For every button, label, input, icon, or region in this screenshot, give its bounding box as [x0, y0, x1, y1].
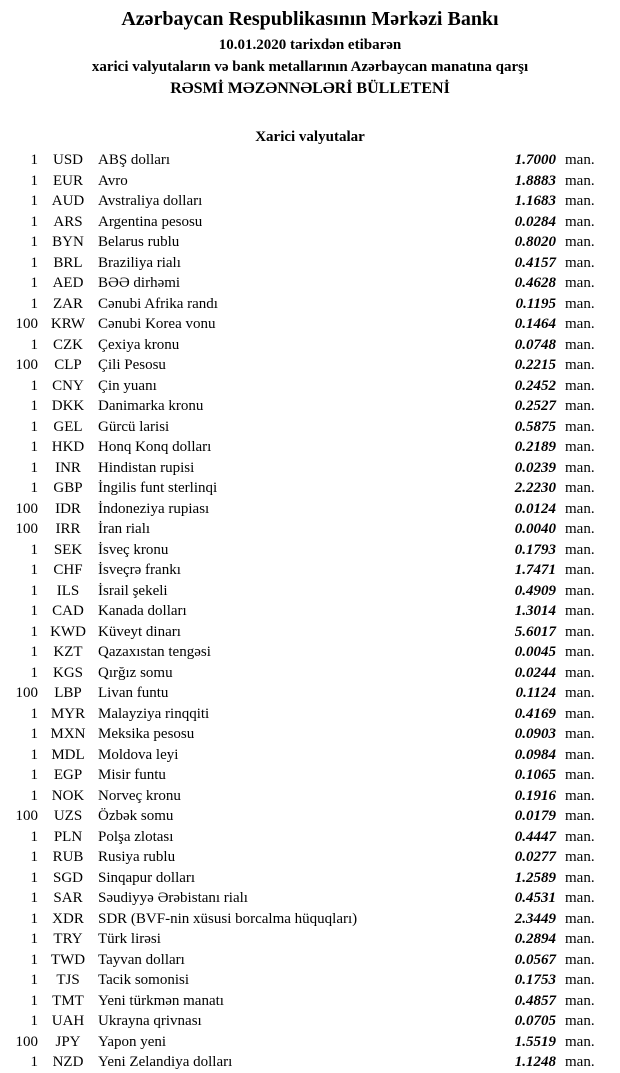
rate-value-cell: 1.7471 — [514, 562, 556, 578]
currency-name-cell: Qırğız somu — [98, 664, 173, 681]
rate-value-cell: 0.4447 — [514, 828, 556, 845]
table-row — [0, 683, 620, 704]
rate-value-cell: 0.0040 — [514, 521, 556, 537]
unit-cell: man. — [565, 910, 595, 927]
currency-name-cell: Çili Pesosu — [98, 357, 166, 373]
unit-cell: man. — [565, 808, 595, 824]
quantity-cell: 1 — [30, 439, 38, 455]
currency-code-cell: USD — [52, 152, 83, 168]
currency-name-cell: Yapon yeni — [98, 1033, 167, 1050]
section-title-foreign-currencies: Xarici valyutalar — [255, 129, 365, 145]
currency-name-cell: Özbək somu — [98, 808, 174, 824]
rate-value-cell: 0.0239 — [514, 459, 556, 476]
unit-cell: man. — [565, 644, 595, 660]
currency-name-cell: Yeni türkmən manatı — [98, 992, 224, 1009]
table-row — [0, 950, 620, 971]
table-row — [0, 478, 620, 499]
table-row — [0, 827, 620, 848]
currency-name-cell: İsrail şekeli — [98, 582, 168, 599]
currency-name-cell: Kanada dolları — [98, 603, 187, 619]
rate-value-cell: 0.2215 — [514, 357, 556, 373]
unit-cell: man. — [565, 213, 595, 230]
currency-code-cell: SEK — [53, 541, 83, 558]
currency-name-cell: Argentina pesosu — [98, 213, 203, 230]
currency-code-cell: GEL — [53, 418, 83, 435]
unit-cell: man. — [565, 746, 595, 763]
table-row — [0, 150, 620, 171]
currency-name-cell: Belarus rublu — [98, 234, 180, 250]
quantity-cell: 1 — [30, 213, 38, 230]
unit-cell: man. — [565, 869, 595, 886]
quantity-cell: 1 — [30, 767, 38, 783]
currency-code-cell: TWD — [50, 951, 86, 968]
currency-code-cell: TRY — [53, 931, 83, 947]
unit-cell: man. — [565, 254, 595, 271]
unit-cell: man. — [565, 972, 595, 988]
table-row — [0, 253, 620, 274]
quantity-cell: 1 — [30, 254, 38, 271]
unit-cell: man. — [565, 500, 595, 517]
rate-value-cell: 0.1793 — [514, 541, 556, 558]
table-row — [0, 745, 620, 766]
unit-cell: man. — [565, 439, 595, 455]
unit-cell: man. — [565, 541, 595, 558]
table-row — [0, 314, 620, 335]
currency-name-cell: Cənubi Afrika randı — [98, 295, 218, 312]
quantity-cell: 1 — [30, 869, 38, 886]
quantity-cell: 100 — [15, 521, 38, 537]
table-row — [0, 417, 620, 438]
unit-cell: man. — [565, 931, 595, 947]
unit-cell: man. — [565, 480, 595, 496]
table-row — [0, 519, 620, 540]
unit-cell: man. — [565, 459, 595, 476]
currency-code-cell: DKK — [51, 398, 85, 414]
quantity-cell: 1 — [30, 582, 38, 599]
currency-code-cell: GBP — [53, 480, 83, 496]
quantity-cell: 1 — [30, 480, 38, 496]
quantity-cell: 1 — [30, 726, 38, 742]
currency-code-cell: KGS — [52, 664, 83, 681]
currency-name-cell: Küveyt dinarı — [98, 623, 181, 640]
rate-value-cell: 0.0705 — [514, 1013, 556, 1029]
unit-cell: man. — [565, 418, 595, 435]
currency-code-cell: AUD — [51, 193, 85, 209]
currency-code-cell: SGD — [52, 869, 83, 886]
rate-value-cell: 0.0903 — [514, 726, 556, 742]
quantity-cell: 100 — [15, 1033, 38, 1050]
currency-code-cell: SAR — [53, 890, 83, 906]
unit-cell: man. — [565, 1033, 595, 1050]
currency-name-cell: Moldova leyi — [98, 746, 179, 763]
table-row — [0, 499, 620, 520]
currency-code-cell: LBP — [54, 685, 82, 701]
currency-name-cell: Hindistan rupisi — [98, 459, 195, 476]
unit-cell: man. — [565, 787, 595, 804]
currency-code-cell: MXN — [50, 726, 86, 742]
table-row — [0, 581, 620, 602]
quantity-cell: 1 — [30, 1054, 38, 1070]
unit-cell: man. — [565, 1054, 595, 1070]
currency-code-cell: EUR — [53, 172, 83, 189]
table-row — [0, 704, 620, 725]
table-row — [0, 1052, 620, 1073]
currency-code-cell: PLN — [53, 828, 83, 845]
unit-cell: man. — [565, 849, 595, 865]
currency-name-cell: Səudiyyə Ərəbistanı rialı — [98, 890, 248, 906]
table-row — [0, 458, 620, 479]
rate-value-cell: 0.5875 — [514, 418, 556, 435]
rate-value-cell: 0.8020 — [514, 234, 556, 250]
table-row — [0, 786, 620, 807]
rate-value-cell: 0.0045 — [514, 644, 556, 660]
table-row — [0, 663, 620, 684]
quantity-cell: 1 — [30, 972, 38, 988]
rate-value-cell: 0.0567 — [514, 951, 556, 968]
currency-code-cell: MYR — [50, 705, 86, 722]
currency-name-cell: Rusiya rublu — [98, 849, 176, 865]
rate-value-cell: 0.0284 — [514, 213, 556, 230]
table-row — [0, 396, 620, 417]
table-row — [0, 294, 620, 315]
currency-code-cell: HKD — [51, 439, 85, 455]
currency-code-cell: MDL — [51, 746, 85, 763]
rate-value-cell: 1.8883 — [514, 172, 556, 189]
currency-name-cell: Qazaxıstan tengəsi — [98, 644, 211, 660]
unit-cell: man. — [565, 398, 595, 414]
quantity-cell: 1 — [30, 787, 38, 804]
table-row — [0, 212, 620, 233]
currency-name-cell: Honq Konq dolları — [98, 439, 212, 455]
unit-cell: man. — [565, 582, 595, 599]
currency-name-cell: İsveçrə frankı — [98, 562, 181, 578]
rate-value-cell: 1.5519 — [514, 1033, 556, 1050]
table-row — [0, 765, 620, 786]
quantity-cell: 100 — [15, 685, 38, 701]
quantity-cell: 1 — [30, 910, 38, 927]
table-row — [0, 232, 620, 253]
unit-cell: man. — [565, 152, 595, 168]
unit-cell: man. — [565, 951, 595, 968]
rate-value-cell: 2.2230 — [514, 480, 556, 496]
currency-code-cell: CAD — [52, 603, 84, 619]
currency-name-cell: Yeni Zelandiya dolları — [98, 1054, 233, 1070]
currency-name-cell: SDR (BVF-nin xüsusi borcalma hüquqları) — [98, 910, 358, 927]
currency-code-cell: JPY — [55, 1033, 81, 1050]
quantity-cell: 1 — [30, 603, 38, 619]
rate-value-cell: 1.3014 — [514, 603, 556, 619]
currency-code-cell: CHF — [53, 562, 83, 578]
unit-cell: man. — [565, 705, 595, 722]
unit-cell: man. — [565, 992, 595, 1009]
rate-value-cell: 2.3449 — [514, 910, 556, 927]
currency-name-cell: İndoneziya rupiası — [98, 500, 210, 517]
currency-name-cell: Meksika pesosu — [98, 726, 195, 742]
unit-cell: man. — [565, 357, 595, 373]
currency-code-cell: ARS — [53, 213, 83, 230]
currency-code-cell: NZD — [52, 1054, 84, 1070]
unit-cell: man. — [565, 316, 595, 332]
unit-cell: man. — [565, 1013, 595, 1029]
quantity-cell: 1 — [30, 931, 38, 947]
currency-code-cell: CNY — [52, 377, 84, 394]
currency-name-cell: Polşa zlotası — [98, 828, 174, 845]
unit-cell: man. — [565, 336, 595, 353]
currency-name-cell: Tacik somonisi — [98, 972, 190, 988]
unit-cell: man. — [565, 685, 595, 701]
rate-value-cell: 0.2189 — [514, 439, 556, 455]
table-row — [0, 991, 620, 1012]
currency-code-cell: UZS — [53, 808, 83, 824]
rate-value-cell: 0.2894 — [514, 931, 556, 947]
quantity-cell: 1 — [30, 295, 38, 312]
rate-value-cell: 1.1683 — [514, 193, 556, 209]
quantity-cell: 1 — [30, 705, 38, 722]
table-row — [0, 355, 620, 376]
currency-name-cell: Tayvan dolları — [98, 951, 185, 968]
table-row — [0, 437, 620, 458]
rates-table — [0, 150, 620, 1073]
currency-code-cell: KZT — [53, 644, 83, 660]
table-row — [0, 622, 620, 643]
rate-value-cell: 0.4909 — [514, 582, 556, 599]
quantity-cell: 1 — [30, 951, 38, 968]
table-row — [0, 171, 620, 192]
currency-code-cell: BRL — [53, 254, 83, 271]
rate-value-cell: 0.4531 — [514, 890, 556, 906]
table-row — [0, 601, 620, 622]
currency-name-cell: Avro — [98, 172, 128, 189]
quantity-cell: 1 — [30, 623, 38, 640]
quantity-cell: 1 — [30, 377, 38, 394]
currency-name-cell: Avstraliya dolları — [98, 193, 203, 209]
currency-code-cell: TMT — [52, 992, 84, 1009]
unit-cell: man. — [565, 521, 595, 537]
rate-value-cell: 5.6017 — [514, 623, 556, 640]
table-row — [0, 909, 620, 930]
currency-name-cell: Ukrayna qrivnası — [98, 1013, 202, 1029]
quantity-cell: 1 — [30, 746, 38, 763]
rate-value-cell: 0.4857 — [514, 992, 556, 1009]
quantity-cell: 100 — [15, 357, 38, 373]
rate-value-cell: 0.4628 — [514, 275, 556, 291]
rate-value-cell: 0.0244 — [514, 664, 556, 681]
rate-value-cell: 0.1065 — [514, 767, 556, 783]
currency-code-cell: ZAR — [53, 295, 83, 312]
unit-cell: man. — [565, 295, 595, 312]
rate-value-cell: 0.0748 — [514, 336, 556, 353]
currency-name-cell: Sinqapur dolları — [98, 869, 196, 886]
currency-name-cell: Malayziya rinqqiti — [98, 705, 210, 722]
currency-name-cell: Cənubi Korea vonu — [98, 316, 216, 332]
quantity-cell: 1 — [30, 193, 38, 209]
currency-name-cell: Braziliya rialı — [98, 254, 181, 271]
rate-value-cell: 0.1464 — [514, 316, 556, 332]
currency-code-cell: NOK — [51, 787, 85, 804]
currency-code-cell: CZK — [53, 336, 83, 353]
rate-value-cell: 0.2527 — [514, 398, 556, 414]
currency-code-cell: ILS — [56, 582, 80, 599]
quantity-cell: 1 — [30, 336, 38, 353]
rate-value-cell: 0.0277 — [514, 849, 556, 865]
unit-cell: man. — [565, 172, 595, 189]
currency-name-cell: BƏƏ dirhəmi — [98, 275, 181, 291]
table-row — [0, 724, 620, 745]
currency-code-cell: UAH — [51, 1013, 85, 1029]
currency-code-cell: INR — [55, 459, 81, 476]
quantity-cell: 1 — [30, 152, 38, 168]
rate-value-cell: 0.2452 — [514, 377, 556, 394]
rate-value-cell: 0.1195 — [515, 295, 556, 312]
currency-name-cell: Çin yuanı — [98, 377, 157, 394]
currency-code-cell: TJS — [56, 972, 80, 988]
currency-name-cell: İsveç kronu — [98, 541, 169, 558]
rate-value-cell: 0.4169 — [514, 705, 556, 722]
currency-code-cell: CLP — [54, 357, 82, 373]
unit-cell: man. — [565, 767, 595, 783]
currency-name-cell: Norveç kronu — [98, 787, 181, 804]
effective-date-line: 10.01.2020 tarixdən etibarən — [218, 37, 402, 53]
rate-value-cell: 0.0124 — [514, 500, 556, 517]
currency-code-cell: AED — [52, 275, 84, 291]
unit-cell: man. — [565, 890, 595, 906]
quantity-cell: 1 — [30, 418, 38, 435]
currency-code-cell: XDR — [52, 910, 84, 927]
currency-name-cell: Livan funtu — [98, 685, 169, 701]
currency-code-cell: KWD — [50, 623, 86, 640]
table-row — [0, 642, 620, 663]
quantity-cell: 1 — [30, 992, 38, 1009]
quantity-cell: 1 — [30, 644, 38, 660]
bulletin-title: RƏSMİ MƏZƏNNƏLƏRİ BÜLLETENİ — [170, 80, 450, 97]
quantity-cell: 1 — [30, 459, 38, 476]
rate-value-cell: 1.2589 — [514, 869, 556, 886]
quantity-cell: 1 — [30, 890, 38, 906]
table-row — [0, 929, 620, 950]
quantity-cell: 1 — [30, 234, 38, 250]
rate-value-cell: 0.0179 — [514, 808, 556, 824]
table-row — [0, 335, 620, 356]
currency-name-cell: Çexiya kronu — [98, 336, 180, 353]
currency-name-cell: Türk lirəsi — [98, 931, 161, 947]
unit-cell: man. — [565, 193, 595, 209]
table-row — [0, 1032, 620, 1053]
currency-name-cell: İngilis funt sterlinqi — [98, 480, 218, 496]
quantity-cell: 1 — [30, 562, 38, 578]
table-row — [0, 560, 620, 581]
currency-name-cell: İran rialı — [98, 521, 151, 537]
rate-value-cell: 0.1916 — [514, 787, 556, 804]
unit-cell: man. — [565, 726, 595, 742]
table-row — [0, 868, 620, 889]
bulletin-header — [0, 0, 620, 100]
table-row — [0, 273, 620, 294]
table-row — [0, 888, 620, 909]
rate-value-cell: 1.1248 — [514, 1054, 556, 1070]
table-row — [0, 191, 620, 212]
currency-name-cell: Danimarka kronu — [98, 398, 204, 414]
currency-name-cell: ABŞ dolları — [98, 152, 171, 168]
currency-code-cell: KRW — [50, 316, 86, 332]
table-row — [0, 1011, 620, 1032]
quantity-cell: 1 — [30, 172, 38, 189]
unit-cell: man. — [565, 664, 595, 681]
table-row — [0, 540, 620, 561]
subject-line: xarici valyutaların və bank metallarının Azərbaycan manatına qarşı — [91, 59, 529, 75]
table-row — [0, 376, 620, 397]
quantity-cell: 100 — [15, 316, 38, 332]
table-row — [0, 847, 620, 868]
unit-cell: man. — [565, 603, 595, 619]
quantity-cell: 1 — [30, 398, 38, 414]
quantity-cell: 100 — [15, 808, 38, 824]
currency-code-cell: IDR — [55, 500, 81, 517]
unit-cell: man. — [565, 562, 595, 578]
rate-value-cell: 1.7000 — [514, 152, 556, 168]
unit-cell: man. — [565, 828, 595, 845]
quantity-cell: 1 — [30, 828, 38, 845]
currency-code-cell: IRR — [55, 521, 81, 537]
quantity-cell: 100 — [15, 500, 38, 517]
bank-title: Azərbaycan Respublikasının Mərkəzi Bankı — [121, 8, 499, 30]
currency-code-cell: EGP — [53, 767, 83, 783]
quantity-cell: 1 — [30, 275, 38, 291]
quantity-cell: 1 — [30, 664, 38, 681]
rate-value-cell: 0.1753 — [514, 972, 556, 988]
currency-code-cell: BYN — [52, 234, 84, 250]
table-row — [0, 806, 620, 827]
quantity-cell: 1 — [30, 541, 38, 558]
table-row — [0, 970, 620, 991]
unit-cell: man. — [565, 623, 595, 640]
rate-value-cell: 0.0984 — [514, 746, 556, 763]
unit-cell: man. — [565, 234, 595, 250]
rate-value-cell: 0.1124 — [515, 685, 556, 701]
currency-name-cell: Gürcü larisi — [98, 418, 170, 435]
unit-cell: man. — [565, 377, 595, 394]
currency-code-cell: RUB — [52, 849, 84, 865]
quantity-cell: 1 — [30, 1013, 38, 1029]
rate-value-cell: 0.4157 — [514, 254, 556, 271]
unit-cell: man. — [565, 275, 595, 291]
currency-name-cell: Misir funtu — [98, 767, 166, 783]
quantity-cell: 1 — [30, 849, 38, 865]
